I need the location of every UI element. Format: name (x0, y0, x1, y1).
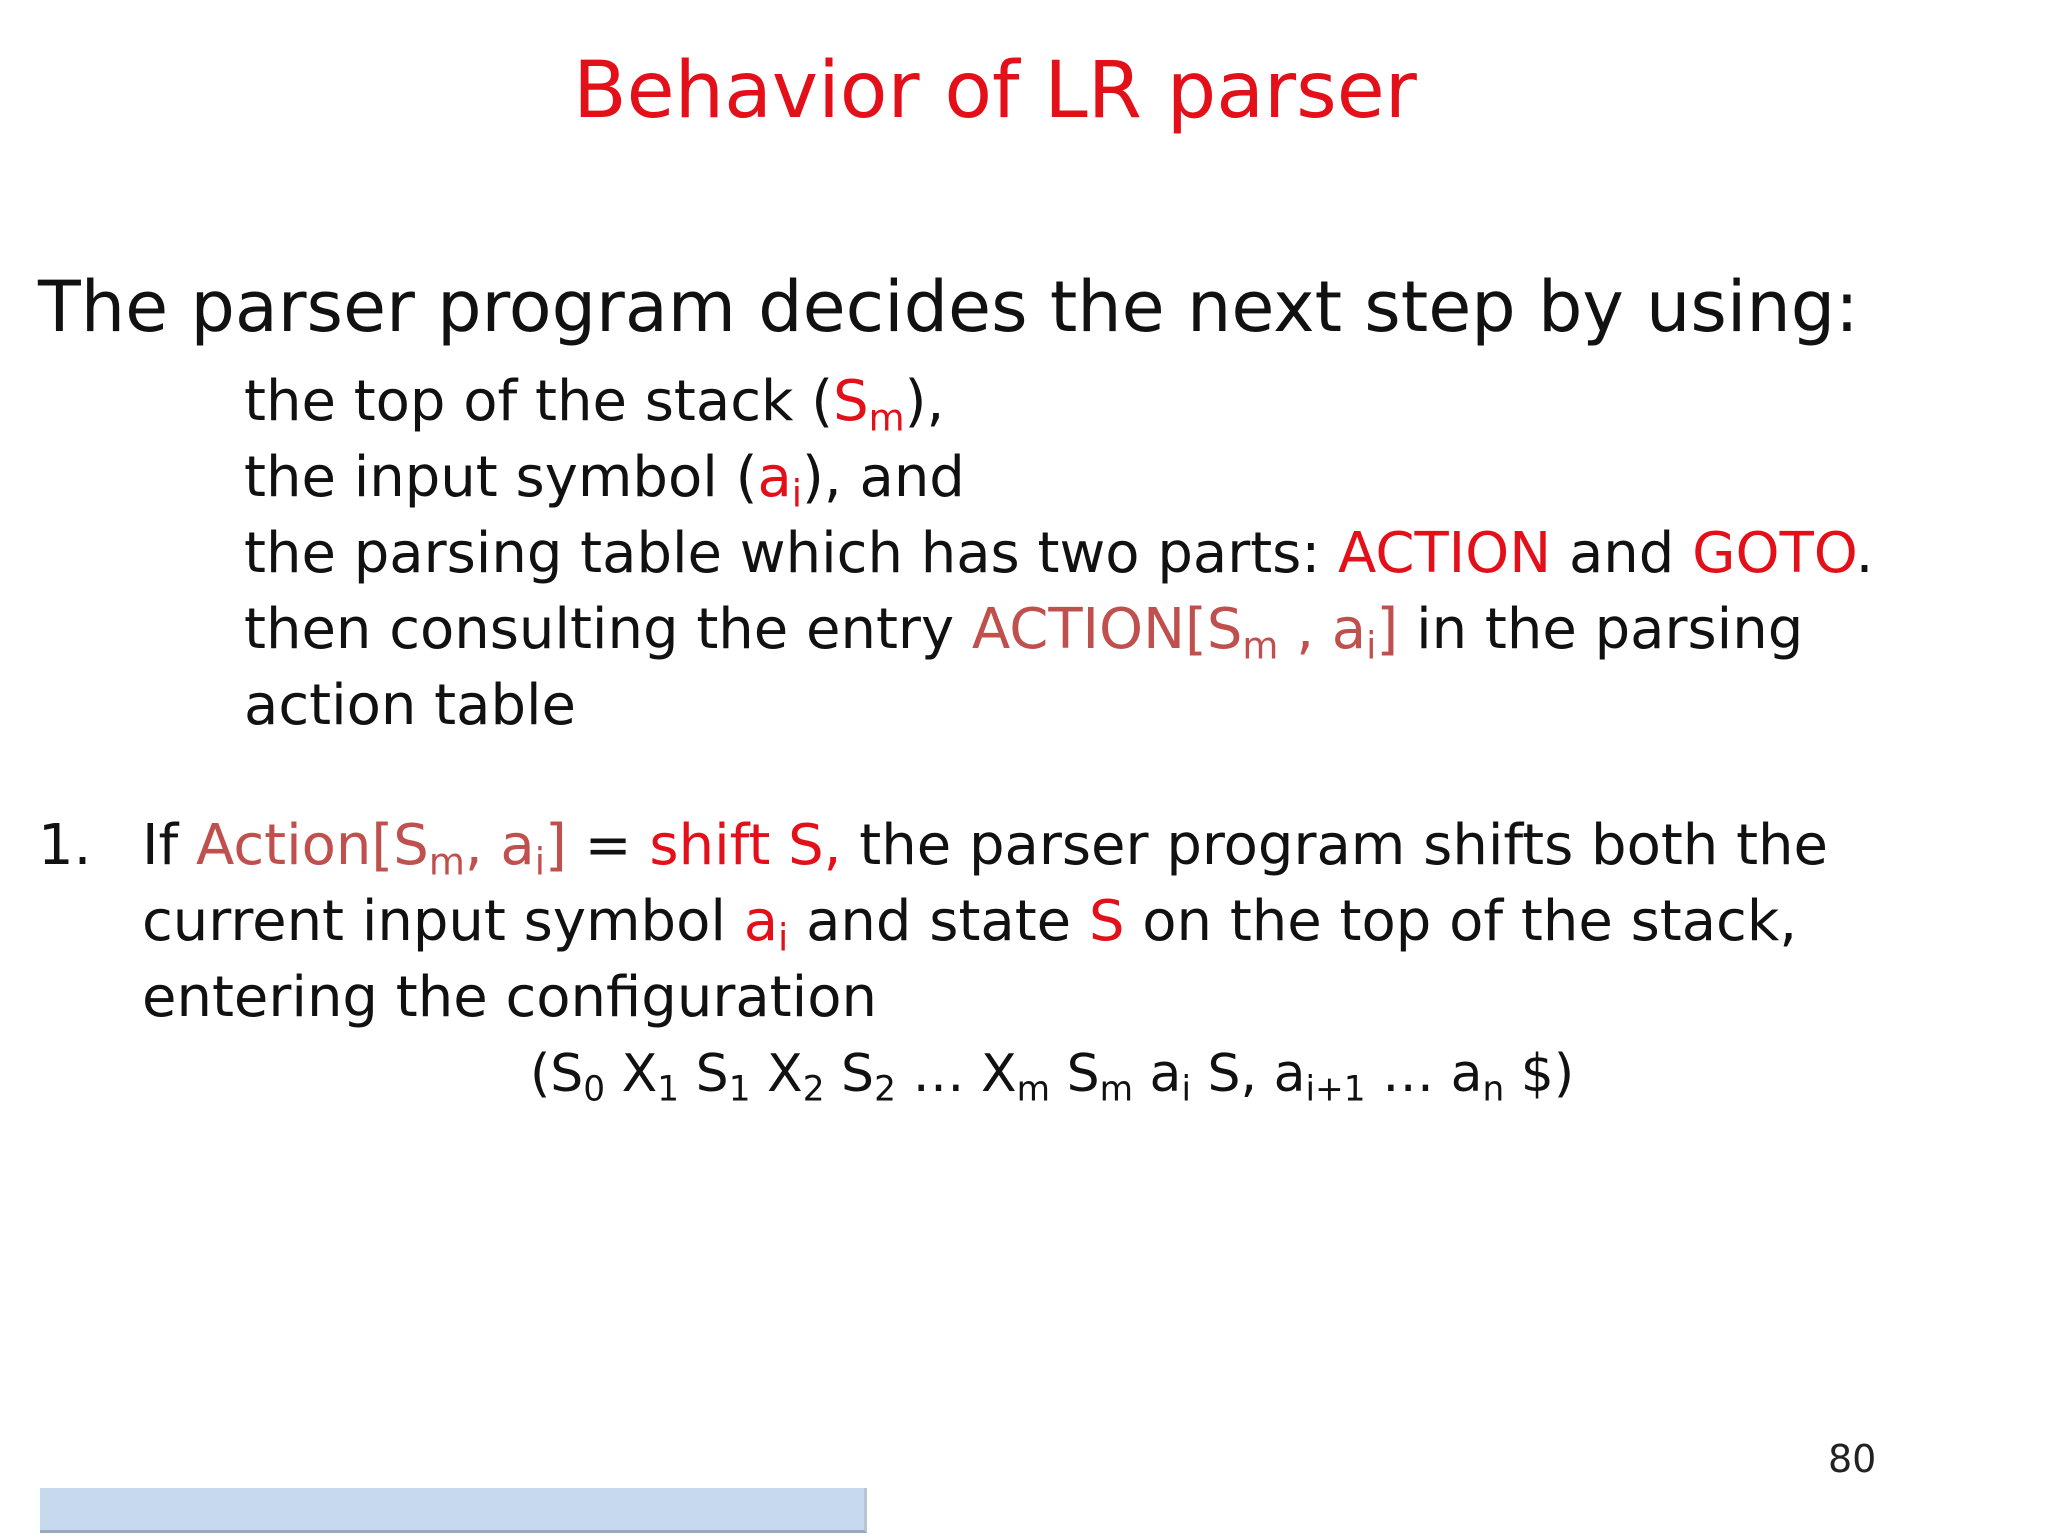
keyword-action: ACTION (1338, 521, 1552, 586)
state-s: S (1088, 889, 1125, 954)
text-segment: current input symbol (142, 889, 744, 954)
intro-text: The parser program decides the next step by using: (38, 266, 1859, 348)
bullet-stack-top (244, 369, 945, 440)
configuration-formula: ($S_0$ $X_1$ $S_1$ $X_2$ $S_2$ … $X_m$ $S_m$ $a_i$ S, $a_{i+1}$ … $a_n$ $) (530, 1044, 1575, 1110)
item-line-1 (142, 813, 1829, 884)
text-segment: then consulting the entry (244, 597, 972, 662)
bullet-input-symbol (244, 445, 965, 516)
text-segment: . (1855, 521, 1874, 586)
list-number: 1. (38, 813, 92, 878)
text-segment: ), (904, 369, 945, 434)
item-line-2 (142, 889, 1798, 960)
text-segment: and (1551, 521, 1693, 586)
text-segment: = (566, 813, 650, 878)
item-line-3: entering the configuration (142, 965, 877, 1030)
symbol-ai: $a_i$ (757, 445, 803, 516)
text-segment: ), and (802, 445, 965, 510)
text-segment: the input symbol ( (244, 445, 758, 510)
keyword-goto: GOTO (1692, 521, 1856, 586)
symbol-sm: $S_m$ (833, 369, 905, 440)
symbol-ai: $a_i$ (743, 889, 789, 960)
page-number: 80 (1828, 1437, 1877, 1481)
bullet-consult-entry (244, 597, 1804, 668)
text-segment: If (142, 813, 197, 878)
slide-title: Behavior of LR parser (573, 46, 1417, 136)
bullet-parsing-table (244, 521, 1874, 586)
text-segment: the parser program shifts both the (841, 813, 1829, 878)
text-segment: on the top of the stack, (1124, 889, 1798, 954)
text-segment: in the parsing (1398, 597, 1804, 662)
action-entry-ref: $Action[S_m$, $a_i$] (196, 813, 567, 884)
text-segment: the parsing table which has two parts: (244, 521, 1339, 586)
bottom-decorative-bar (40, 1488, 867, 1533)
text-segment: the top of the stack ( (244, 369, 834, 434)
text-segment: and state (788, 889, 1089, 954)
shift-keyword: shift S, (649, 813, 842, 878)
bullet-action-table: action table (244, 673, 577, 738)
action-entry-ref: $ACTION[S_m$ , $a_i$] (971, 597, 1399, 668)
